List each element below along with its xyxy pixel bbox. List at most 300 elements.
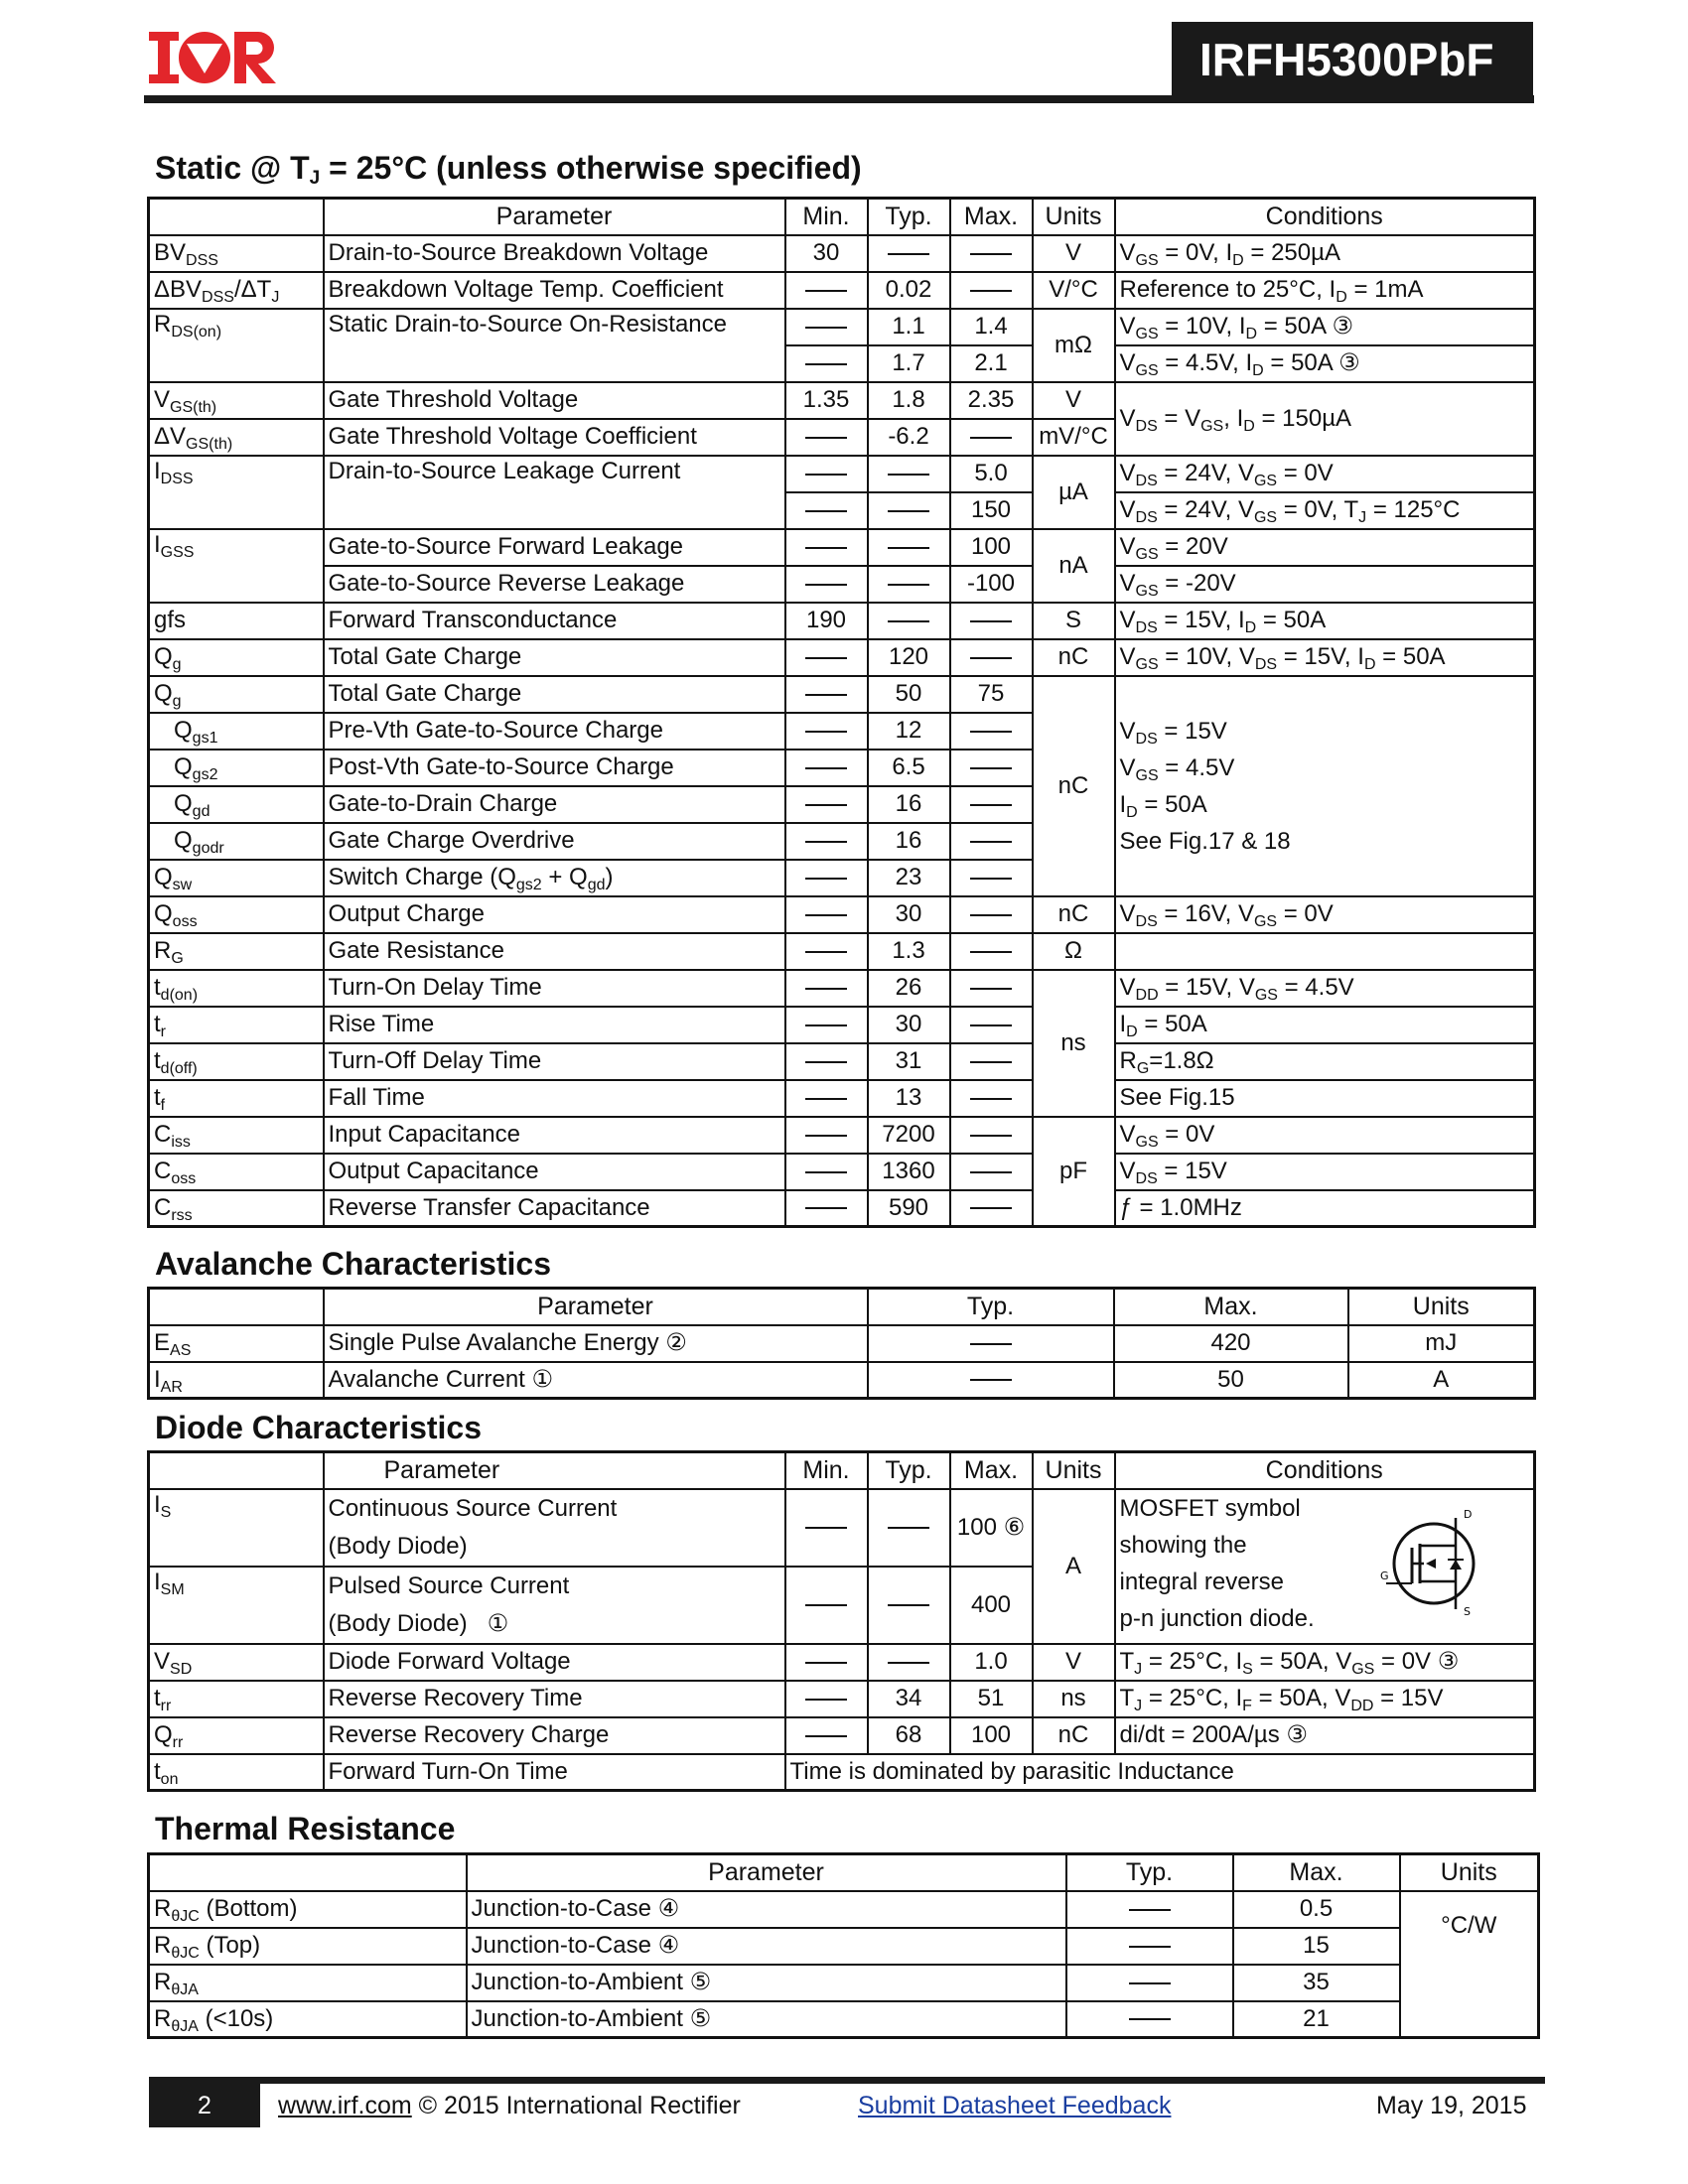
table-row <box>149 1154 1535 1190</box>
symbol-header <box>149 199 324 235</box>
parameter: Reverse Recovery Charge <box>324 1717 785 1754</box>
symbol: $R_{DS(on)}$ <box>149 309 324 382</box>
no-value-dash <box>805 914 847 916</box>
symbol: $\Delta V_{GS(th)}$ <box>149 419 324 456</box>
no-value-dash <box>970 1135 1012 1137</box>
no-value-dash <box>805 1735 847 1737</box>
min-value <box>785 1489 868 1567</box>
no-value-dash <box>805 1135 847 1137</box>
typ-value: 1.8 <box>868 382 950 419</box>
units: A <box>1348 1362 1535 1399</box>
no-value-dash <box>1129 1909 1171 1911</box>
table-header-row <box>149 1854 1539 1891</box>
parameter: Turn-Off Delay Time <box>324 1043 785 1080</box>
parameter: Junction-to-Ambient ⑤ <box>467 2001 1066 2038</box>
conditions: See Fig.15 <box>1115 1080 1535 1117</box>
table-row <box>149 603 1535 639</box>
typ-value <box>1066 1891 1233 1928</box>
static-characteristics-table <box>147 197 1536 1228</box>
parameter: Gate Threshold Voltage Coefficient <box>324 419 785 456</box>
typ-value: -6.2 <box>868 419 950 456</box>
parameter: Junction-to-Case ④ <box>467 1928 1066 1965</box>
no-value-dash <box>888 1662 929 1664</box>
typ-value: 34 <box>868 1681 950 1717</box>
no-value-dash <box>888 584 929 586</box>
units: Ω <box>1033 933 1115 970</box>
table-row <box>149 1007 1535 1043</box>
no-value-dash <box>805 1171 847 1173</box>
no-value-dash <box>805 327 847 329</box>
parameter: Diode Forward Voltage <box>324 1644 785 1681</box>
no-value-dash <box>970 914 1012 916</box>
min-value <box>785 639 868 676</box>
parameter: Fall Time <box>324 1080 785 1117</box>
table-row <box>149 933 1535 970</box>
symbol: $R_{\theta JA}$ <box>149 1965 467 2001</box>
parameter: Turn-On Delay Time <box>324 970 785 1007</box>
no-value-dash <box>805 510 847 512</box>
max-value <box>950 713 1033 750</box>
min-value <box>785 860 868 896</box>
part-number-banner: IRFH5300PbF <box>1172 22 1533 97</box>
max-value <box>950 1080 1033 1117</box>
max-value: 35 <box>1233 1965 1400 2001</box>
avalanche-table <box>147 1287 1536 1400</box>
min-value <box>785 1080 868 1117</box>
typ-value: 30 <box>868 1007 950 1043</box>
parameter: Forward Turn-On Time <box>324 1754 785 1791</box>
parameter: Gate-to-Drain Charge <box>324 786 785 823</box>
parameter: Total Gate Charge <box>324 676 785 713</box>
table-row <box>149 272 1535 309</box>
symbol: $R_{\theta JA}$ (<10s) <box>149 2001 467 2038</box>
max-value: 150 <box>950 492 1033 529</box>
table-row <box>149 1489 1535 1567</box>
no-value-dash <box>970 878 1012 880</box>
table-row <box>149 676 1535 713</box>
parameter: Gate-to-Source Reverse Leakage <box>324 566 785 603</box>
typ-value <box>868 1644 950 1681</box>
table-row <box>149 1928 1539 1965</box>
parameter: Continuous Source Current (Body Diode) <box>324 1489 785 1567</box>
conditions: $V_{GS} = 0V$ <box>1115 1117 1535 1154</box>
typ-value <box>868 1489 950 1567</box>
table-row <box>149 1325 1535 1362</box>
conditions: $V_{GS} = 4.5V$, $I_D = 50A$ ③ <box>1115 345 1535 382</box>
symbol: $I_{AR}$ <box>149 1362 324 1399</box>
typ-value: 30 <box>868 896 950 933</box>
min-value: 30 <box>785 235 868 272</box>
symbol: $E_{AS}$ <box>149 1325 324 1362</box>
min-value <box>785 1154 868 1190</box>
typ-value <box>868 603 950 639</box>
parameter: Post-Vth Gate-to-Source Charge <box>324 750 785 786</box>
min-value <box>785 786 868 823</box>
min-value <box>785 713 868 750</box>
typ-value: 590 <box>868 1190 950 1227</box>
parameter: Forward Transconductance <box>324 603 785 639</box>
symbol: $t_r$ <box>149 1007 324 1043</box>
typ-value: 1360 <box>868 1154 950 1190</box>
drain-label: D <box>1464 1507 1473 1521</box>
footer-copyright <box>278 2089 741 2122</box>
footer-rule <box>149 2077 1545 2084</box>
conditions: $V_{GS} = 10V$, $V_{DS} = 15V$, $I_D = 50A$ <box>1115 639 1535 676</box>
table-row <box>149 1754 1535 1791</box>
no-value-dash <box>1129 2018 1171 2020</box>
no-value-dash <box>805 767 847 769</box>
no-value-dash <box>805 1604 847 1606</box>
typ-value: 12 <box>868 713 950 750</box>
conditions: $V_{DS} = V_{GS}$, $I_D = 150\mu A$ <box>1115 382 1535 456</box>
table-row <box>149 235 1535 272</box>
header-cell: Max. <box>950 199 1033 235</box>
no-value-dash <box>805 290 847 292</box>
max-value <box>950 603 1033 639</box>
units: ns <box>1033 970 1115 1117</box>
max-value <box>950 272 1033 309</box>
table-row <box>149 1190 1535 1227</box>
symbol: $V_{GS(th)}$ <box>149 382 324 419</box>
no-value-dash <box>970 731 1012 733</box>
parameter: Rise Time <box>324 1007 785 1043</box>
units: V <box>1033 235 1115 272</box>
min-value <box>785 1681 868 1717</box>
max-value: 0.5 <box>1233 1891 1400 1928</box>
table-row <box>149 1080 1535 1117</box>
typ-value: 7200 <box>868 1117 950 1154</box>
no-value-dash <box>888 547 929 549</box>
typ-value: 120 <box>868 639 950 676</box>
min-value <box>785 419 868 456</box>
parameter: Junction-to-Case ④ <box>467 1891 1066 1928</box>
table-row <box>149 2001 1539 2038</box>
avalanche-section-title: Avalanche Characteristics <box>155 1246 552 1282</box>
table-header-row <box>149 1452 1535 1489</box>
no-value-dash <box>888 474 929 476</box>
ior-logo <box>147 28 286 89</box>
symbol: $Q_g$ <box>149 639 324 676</box>
typ-value <box>1066 1965 1233 2001</box>
units: nA <box>1033 529 1115 603</box>
conditions: di/dt = 200A/µs ③ <box>1115 1717 1535 1754</box>
table-row <box>149 529 1535 566</box>
no-value-dash <box>970 1061 1012 1063</box>
parameter: Static Drain-to-Source On-Resistance <box>324 309 785 382</box>
no-value-dash <box>805 657 847 659</box>
no-value-dash <box>888 1527 929 1529</box>
no-value-dash <box>970 620 1012 622</box>
no-value-dash <box>805 584 847 586</box>
no-value-dash <box>1129 1946 1171 1948</box>
typ-value: 23 <box>868 860 950 896</box>
no-value-dash <box>805 694 847 696</box>
conditions: $V_{DS} = 15V$, $I_D = 50A$ <box>1115 603 1535 639</box>
table-header-row <box>149 199 1535 235</box>
mosfet-symbol-icon <box>1380 1508 1479 1619</box>
symbol: $Q_{rr}$ <box>149 1717 324 1754</box>
min-value <box>785 896 868 933</box>
max-value: 2.1 <box>950 345 1033 382</box>
units: V <box>1033 382 1115 419</box>
typ-value: 1.7 <box>868 345 950 382</box>
max-value <box>950 1117 1033 1154</box>
table-row <box>149 1965 1539 2001</box>
no-value-dash <box>805 1061 847 1063</box>
min-value <box>785 676 868 713</box>
no-value-dash <box>805 437 847 439</box>
symbol: $t_{d(on)}$ <box>149 970 324 1007</box>
symbol: $t_{on}$ <box>149 1754 324 1791</box>
min-value <box>785 566 868 603</box>
no-value-dash <box>805 1527 847 1529</box>
typ-value: 0.02 <box>868 272 950 309</box>
no-value-dash <box>805 988 847 990</box>
min-value <box>785 345 868 382</box>
conditions <box>1115 933 1535 970</box>
symbol: $R_G$ <box>149 933 324 970</box>
min-value <box>785 1567 868 1644</box>
max-value: 400 <box>950 1567 1033 1644</box>
parameter: Gate Charge Overdrive <box>324 823 785 860</box>
symbol: $I_S$ <box>149 1489 324 1567</box>
ton-note: Time is dominated by parasitic Inductance <box>785 1754 1535 1791</box>
symbol: $I_{SM}$ <box>149 1567 324 1644</box>
no-value-dash <box>888 510 929 512</box>
typ-value <box>868 492 950 529</box>
no-value-dash <box>888 1604 929 1606</box>
symbol: $C_{oss}$ <box>149 1154 324 1190</box>
parameter: Junction-to-Ambient ⑤ <box>467 1965 1066 2001</box>
website-link[interactable]: www.irf.com <box>278 2092 412 2119</box>
table-row <box>149 1117 1535 1154</box>
min-value <box>785 1644 868 1681</box>
units: ns <box>1033 1681 1115 1717</box>
min-value <box>785 933 868 970</box>
symbol: $Q_g$ <box>149 676 324 713</box>
symbol: $R_{\theta JC}$ (Bottom) <box>149 1891 467 1928</box>
typ-value <box>868 456 950 492</box>
conditions: $V_{GS} = 0V$, $I_D = 250\mu A$ <box>1115 235 1535 272</box>
units: A <box>1033 1489 1115 1644</box>
no-value-dash <box>1129 1982 1171 1984</box>
typ-value <box>868 566 950 603</box>
no-value-dash <box>805 841 847 843</box>
conditions: $T_J = 25^\circ C$, $I_F = 50A$, $V_{DD} = 15V$ <box>1115 1681 1535 1717</box>
max-value: 2.35 <box>950 382 1033 419</box>
no-value-dash <box>970 1024 1012 1026</box>
min-value <box>785 492 868 529</box>
max-value: 420 <box>1114 1325 1348 1362</box>
header-cell: Typ. <box>1066 1854 1233 1891</box>
header-cell: Min. <box>785 199 868 235</box>
table-row <box>149 309 1535 345</box>
table-row <box>149 1681 1535 1717</box>
parameter: Single Pulse Avalanche Energy ② <box>324 1325 868 1362</box>
parameter: Output Charge <box>324 896 785 933</box>
conditions: MOSFET symbol showing the integral reverse p-n junction diode. D G S <box>1115 1489 1535 1644</box>
header-cell: Parameter <box>324 1452 785 1489</box>
min-value <box>785 823 868 860</box>
conditions: $V_{DD} = 15V$, $V_{GS} = 4.5V$ <box>1115 970 1535 1007</box>
parameter: Drain-to-Source Breakdown Voltage <box>324 235 785 272</box>
no-value-dash <box>805 731 847 733</box>
units: V <box>1033 1644 1115 1681</box>
parameter: Gate Resistance <box>324 933 785 970</box>
parameter: Drain-to-Source Leakage Current <box>324 456 785 529</box>
no-value-dash <box>970 1207 1012 1209</box>
typ-value: 1.1 <box>868 309 950 345</box>
no-value-dash <box>805 878 847 880</box>
conditions: $V_{DS} = 24V$, $V_{GS} = 0V$, $T_J = 125^\circ C$ <box>1115 492 1535 529</box>
symbol: $Q_{gd}$ <box>149 786 324 823</box>
header-rule <box>144 95 1534 103</box>
header-cell: Typ. <box>868 1289 1114 1325</box>
no-value-dash <box>970 437 1012 439</box>
no-value-dash <box>805 804 847 806</box>
max-value <box>950 419 1033 456</box>
parameter: Breakdown Voltage Temp. Coefficient <box>324 272 785 309</box>
max-value <box>950 639 1033 676</box>
table-header-row <box>149 1289 1535 1325</box>
parameter: Avalanche Current ① <box>324 1362 868 1399</box>
symbol: $Q_{sw}$ <box>149 860 324 896</box>
table-row <box>149 1043 1535 1080</box>
min-value <box>785 309 868 345</box>
symbol: $t_{rr}$ <box>149 1681 324 1717</box>
max-value: -100 <box>950 566 1033 603</box>
max-value: 100 ⑥ <box>950 1489 1033 1567</box>
symbol: $Q_{gs1}$ <box>149 713 324 750</box>
diode-section-title: Diode Characteristics <box>155 1410 483 1445</box>
typ-value: 6.5 <box>868 750 950 786</box>
units: mV/°C <box>1033 419 1115 456</box>
header-cell: Units <box>1348 1289 1535 1325</box>
typ-value <box>868 1567 950 1644</box>
symbol: $Q_{oss}$ <box>149 896 324 933</box>
table-row <box>149 1362 1535 1399</box>
symbol-header <box>149 1854 467 1891</box>
min-value <box>785 970 868 1007</box>
table-row <box>149 970 1535 1007</box>
header-cell: Parameter <box>467 1854 1066 1891</box>
max-value: 100 <box>950 1717 1033 1754</box>
units: nC <box>1033 639 1115 676</box>
max-value <box>950 235 1033 272</box>
conditions: Reference to 25°C, $I_D = 1mA$ <box>1115 272 1535 309</box>
conditions: $T_J = 25^\circ C$, $I_S = 50A$, $V_{GS} = 0V$ ③ <box>1115 1644 1535 1681</box>
units: nC <box>1033 1717 1115 1754</box>
header-cell: Typ. <box>868 1452 950 1489</box>
units: µA <box>1033 456 1115 529</box>
min-value: 1.35 <box>785 382 868 419</box>
no-value-dash <box>805 1098 847 1100</box>
min-value: 190 <box>785 603 868 639</box>
copyright-text: © 2015 International Rectifier <box>411 2092 741 2119</box>
symbol: $t_{d(off)}$ <box>149 1043 324 1080</box>
typ-value: 50 <box>868 676 950 713</box>
parameter: Reverse Transfer Capacitance <box>324 1190 785 1227</box>
no-value-dash <box>805 474 847 476</box>
conditions: $I_D = 50A$ <box>1115 1007 1535 1043</box>
parameter: Reverse Recovery Time <box>324 1681 785 1717</box>
min-value <box>785 529 868 566</box>
units: °C/W <box>1400 1891 1539 2038</box>
no-value-dash <box>970 841 1012 843</box>
symbol: $I_{DSS}$ <box>149 456 324 529</box>
datasheet-feedback-link[interactable]: Submit Datasheet Feedback <box>858 2092 1172 2119</box>
no-value-dash <box>805 1207 847 1209</box>
parameter: Gate Threshold Voltage <box>324 382 785 419</box>
max-value <box>950 896 1033 933</box>
no-value-dash <box>970 951 1012 953</box>
max-value <box>950 970 1033 1007</box>
parameter: Gate-to-Source Forward Leakage <box>324 529 785 566</box>
max-value <box>950 1007 1033 1043</box>
min-value <box>785 750 868 786</box>
min-value <box>785 456 868 492</box>
max-value: 5.0 <box>950 456 1033 492</box>
conditions: $R_G=1.8\Omega$ <box>1115 1043 1535 1080</box>
conditions: $V_{GS} = 20V$ <box>1115 529 1535 566</box>
header-cell: Conditions <box>1115 199 1535 235</box>
max-value <box>950 933 1033 970</box>
typ-value <box>868 1362 1114 1399</box>
header-cell: Units <box>1033 199 1115 235</box>
units: pF <box>1033 1117 1115 1227</box>
max-value <box>950 860 1033 896</box>
header-cell: Units <box>1400 1854 1539 1891</box>
no-value-dash <box>805 1699 847 1701</box>
no-value-dash <box>805 363 847 365</box>
table-row <box>149 1644 1535 1681</box>
max-value <box>950 823 1033 860</box>
no-value-dash <box>805 1662 847 1664</box>
min-value <box>785 272 868 309</box>
header-cell: Max. <box>1114 1289 1348 1325</box>
units: mΩ <box>1033 309 1115 382</box>
typ-value: 31 <box>868 1043 950 1080</box>
symbol: gfs <box>149 603 324 639</box>
parameter: Switch Charge $(Q_{gs2} + Q_{gd})$ <box>324 860 785 896</box>
table-row <box>149 1891 1539 1928</box>
min-value <box>785 1117 868 1154</box>
no-value-dash <box>970 767 1012 769</box>
symbol: $V_{SD}$ <box>149 1644 324 1681</box>
no-value-dash <box>970 290 1012 292</box>
max-value <box>950 786 1033 823</box>
units: nC <box>1033 676 1115 896</box>
table-row <box>149 1717 1535 1754</box>
no-value-dash <box>805 951 847 953</box>
max-value: 1.4 <box>950 309 1033 345</box>
no-value-dash <box>970 1171 1012 1173</box>
header-cell: Max. <box>950 1452 1033 1489</box>
units: mJ <box>1348 1325 1535 1362</box>
typ-value <box>1066 2001 1233 2038</box>
no-value-dash <box>970 253 1012 255</box>
footer-date: May 19, 2015 <box>1376 2092 1527 2119</box>
min-value <box>785 1717 868 1754</box>
table-row <box>149 382 1535 419</box>
max-value <box>950 1154 1033 1190</box>
conditions: $V_{GS} = -20V$ <box>1115 566 1535 603</box>
max-value: 75 <box>950 676 1033 713</box>
symbol: $C_{rss}$ <box>149 1190 324 1227</box>
typ-value <box>868 1325 1114 1362</box>
typ-value <box>868 529 950 566</box>
min-value <box>785 1043 868 1080</box>
